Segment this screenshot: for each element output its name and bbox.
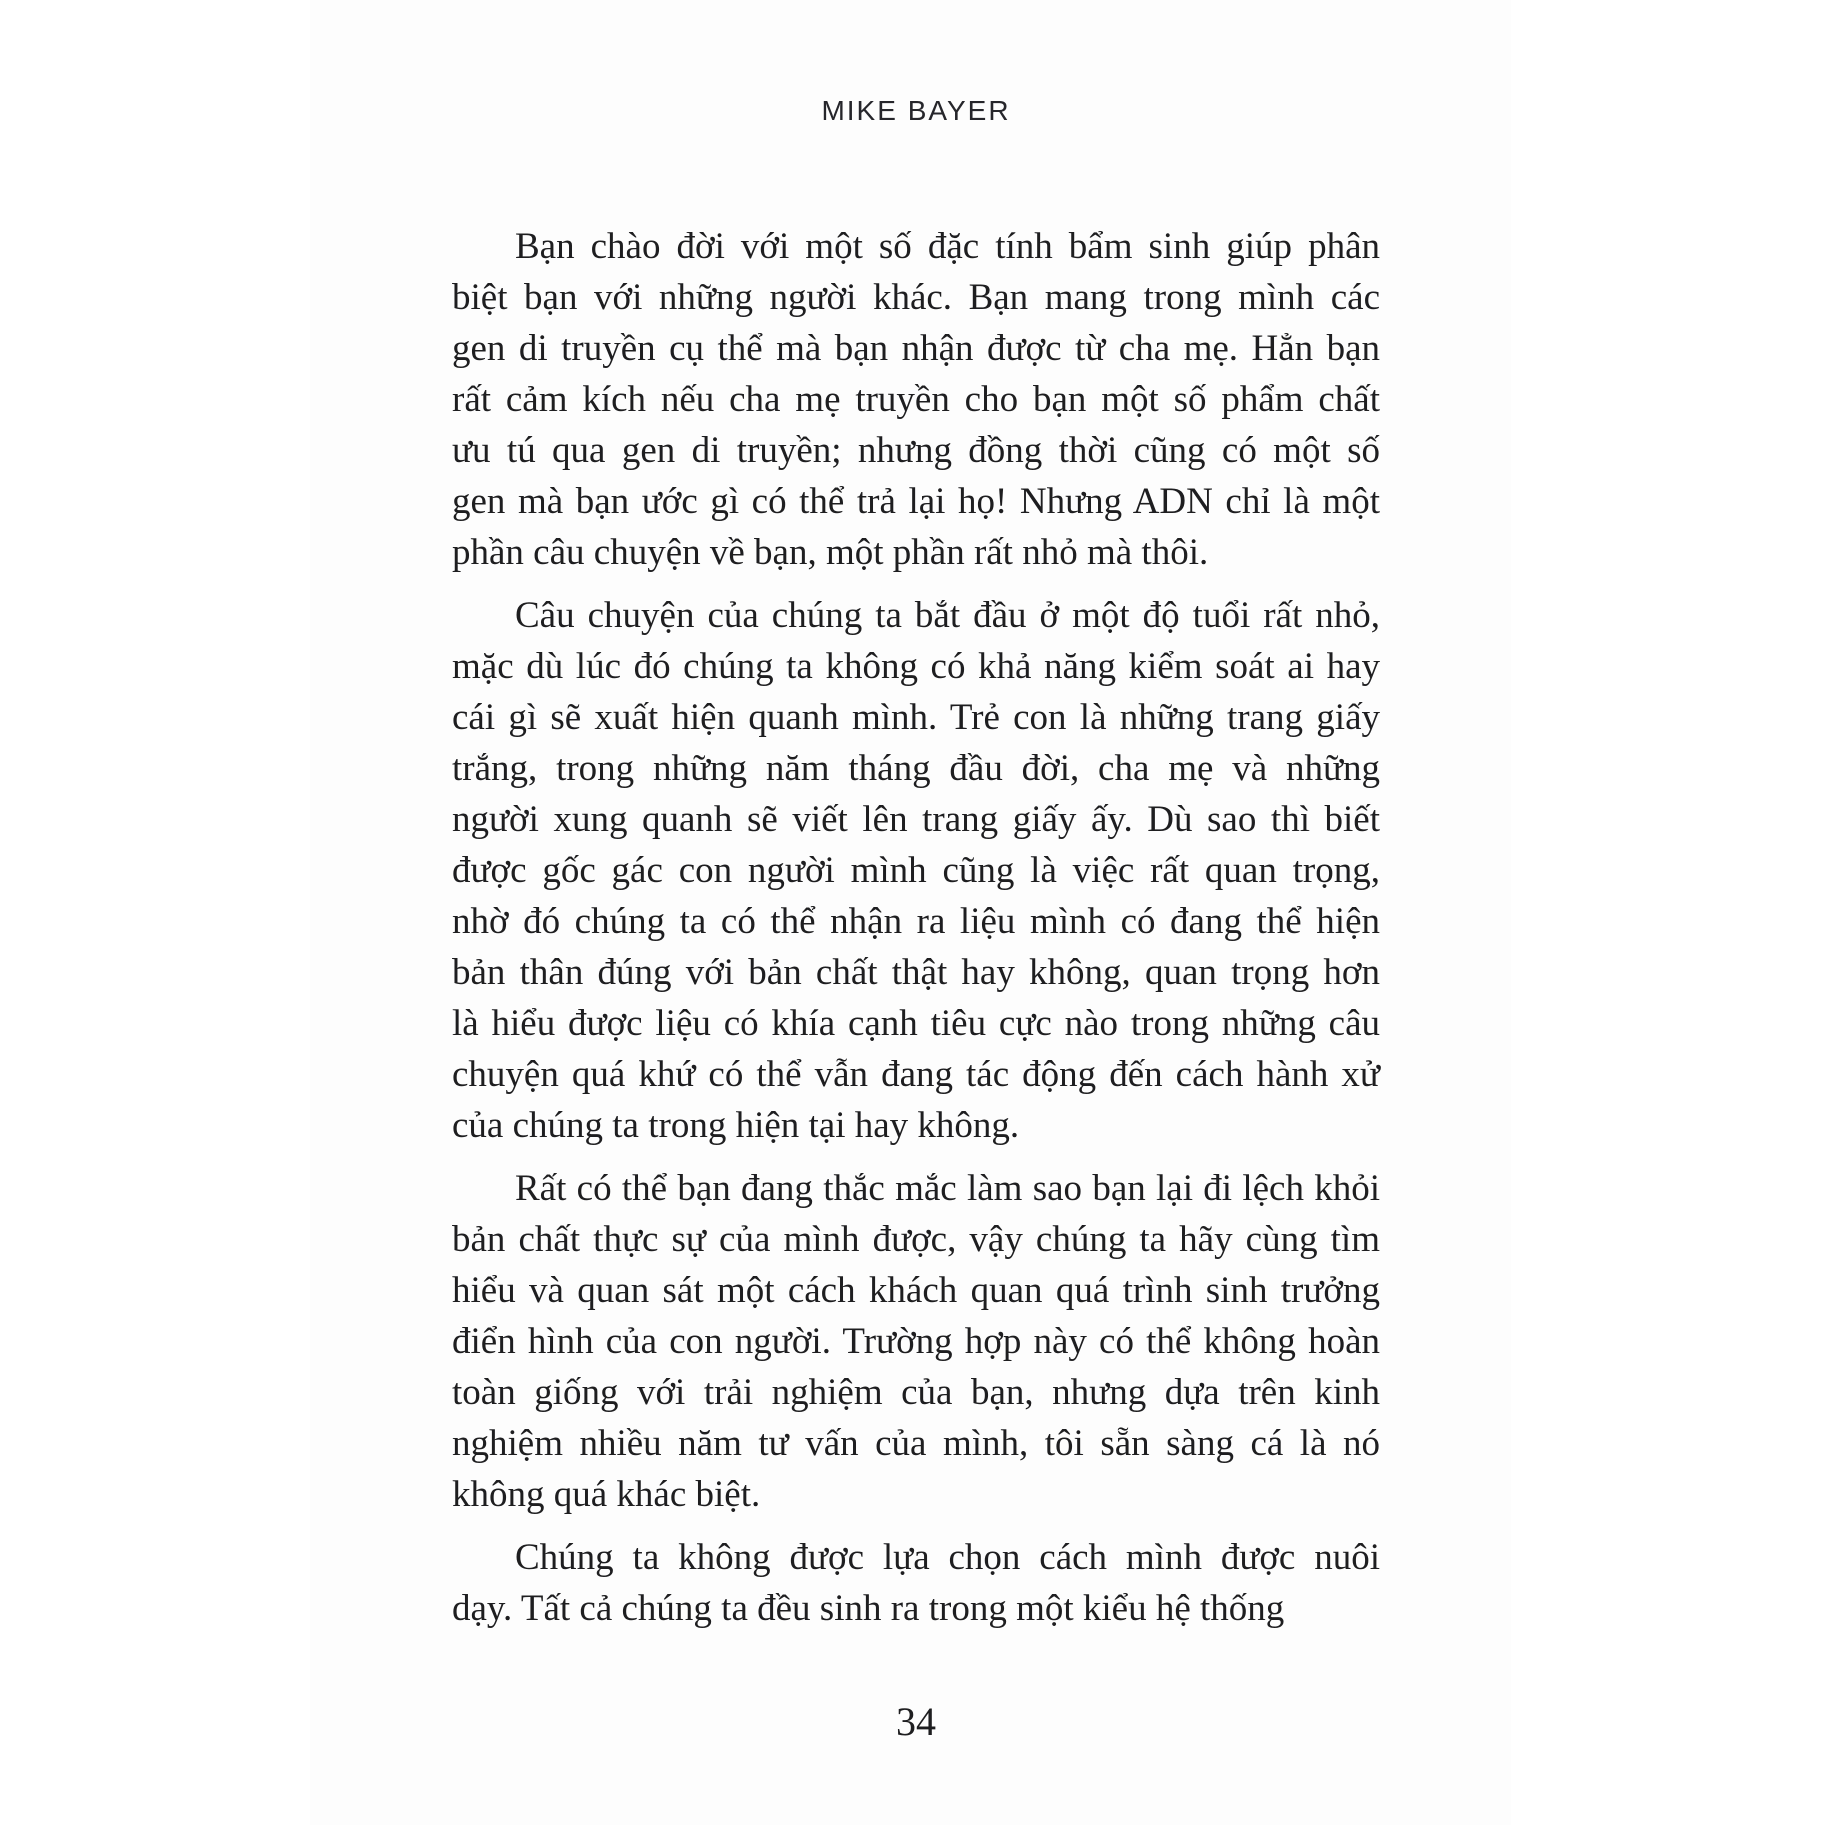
running-head: MIKE BAYER [821,95,1011,126]
text-line: bản chất thực sự của mình được, vậy chúng ta hãy cùng tìm [452,1219,1380,1260]
text-line: toàn giống với trải nghiệm của bạn, nhưng dựa trên kinh [452,1372,1380,1413]
text-line: Chúng ta không được lựa chọn cách mình được nuôi [515,1537,1380,1578]
text-line: trắng, trong những năm tháng đầu đời, cha mẹ và những [452,748,1380,789]
paragraph [452,590,1380,1151]
text-line: Bạn chào đời với một số đặc tính bẩm sinh giúp phân [515,226,1380,267]
text-line: gen di truyền cụ thể mà bạn nhận được từ cha mẹ. Hẳn bạn [452,328,1380,369]
text-line: cái gì sẽ xuất hiện quanh mình. Trẻ con là những trang giấy [452,697,1380,738]
text-line: người xung quanh sẽ viết lên trang giấy ấy. Dù sao thì biết [452,799,1380,840]
text-line: nghiệm nhiều năm tư vấn của mình, tôi sẵn sàng cá là nó [452,1423,1380,1464]
text-line: phần câu chuyện về bạn, một phần rất nhỏ mà thôi. [452,532,1209,573]
text-line: dạy. Tất cả chúng ta đều sinh ra trong một kiểu hệ thống [452,1588,1285,1629]
text-line: được gốc gác con người mình cũng là việc rất quan trọng, [452,850,1380,891]
text-line: gen mà bạn ước gì có thể trả lại họ! Nhưng ADN chỉ là một [452,481,1380,522]
text-line: hiểu và quan sát một cách khách quan quá trình sinh trưởng [452,1270,1380,1311]
page-number: 34 [896,1699,936,1744]
text-line: điển hình của con người. Trường hợp này có thể không hoàn [452,1321,1380,1362]
text-line: biệt bạn với những người khác. Bạn mang trong mình các [452,277,1380,318]
paragraph [452,1163,1380,1520]
paragraph [452,1532,1380,1634]
text-line: Rất có thể bạn đang thắc mắc làm sao bạn lại đi lệch khỏi [515,1168,1380,1209]
text-line: nhờ đó chúng ta có thể nhận ra liệu mình có đang thể hiện [452,901,1380,942]
text-line: của chúng ta trong hiện tại hay không. [452,1105,1020,1146]
text-line: Câu chuyện của chúng ta bắt đầu ở một độ tuổi rất nhỏ, [515,595,1380,636]
text-line: là hiểu được liệu có khía cạnh tiêu cực nào trong những câu [452,1003,1380,1044]
text-line: chuyện quá khứ có thể vẫn đang tác động đến cách hành xử [452,1054,1380,1095]
body-text [452,221,1380,1634]
text-line: bản thân đúng với bản chất thật hay không, quan trọng hơn [452,952,1380,993]
text-line: mặc dù lúc đó chúng ta không có khả năng kiểm soát ai hay [452,646,1380,687]
paragraph [452,221,1380,578]
text-line: rất cảm kích nếu cha mẹ truyền cho bạn một số phẩm chất [452,379,1380,420]
text-line: không quá khác biệt. [452,1474,761,1515]
text-line: ưu tú qua gen di truyền; nhưng đồng thời cũng có một số [452,430,1380,471]
